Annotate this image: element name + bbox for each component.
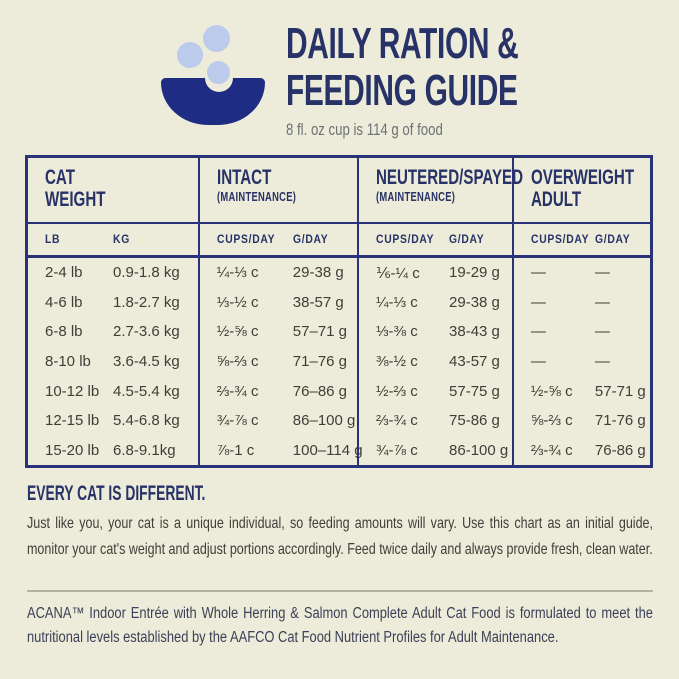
cell-neutered — [357, 258, 512, 288]
section-body-text: Just like you, your cat is a unique individual, so feeding amounts will vary. Use this chart as an initial guide, monitor your cat's weight and adjust portions accordingly. Feed twice daily and always provide fresh, clean water. — [27, 515, 653, 558]
cell-overweight — [512, 376, 650, 406]
column-title: ADULT — [530, 188, 581, 211]
cell-value: 71–76 g — [292, 353, 348, 371]
cell-value: ⅜-½ c — [376, 353, 418, 371]
cell-weight — [28, 288, 198, 318]
column-title: INTACT — [216, 166, 272, 189]
subheader-g-day: G/DAY — [292, 233, 329, 246]
cell-overweight — [512, 317, 650, 347]
kibble-circle-icon — [177, 42, 203, 68]
cell-value: 43-57 g — [449, 353, 500, 371]
cell-value: 0.9-1.8 kg — [113, 264, 180, 282]
table-row — [28, 288, 650, 318]
header-overweight-adult — [512, 158, 650, 222]
subheader-cups-day: CUPS/DAY — [216, 233, 276, 246]
cell-value: 3.6-4.5 kg — [113, 353, 180, 371]
cell-value: ⅙-¼ c — [376, 264, 420, 282]
kibble-circle-icon — [203, 25, 230, 52]
subheader-cat-weight — [28, 224, 198, 255]
cell-value: 38-43 g — [449, 323, 500, 341]
cell-value: 2.7-3.6 kg — [113, 323, 180, 341]
subheader-g-day: G/DAY — [449, 233, 485, 246]
cell-intact — [198, 376, 357, 406]
subheader-neutered — [357, 224, 512, 255]
cell-value: 15-20 lb — [45, 441, 100, 459]
section-heading: EVERY CAT IS DIFFERENT. — [27, 482, 206, 505]
subheader-g-day: G/DAY — [594, 233, 631, 246]
cell-neutered — [357, 435, 512, 465]
cell-overweight — [512, 258, 650, 288]
cell-value: ⅝-⅔ c — [216, 353, 259, 371]
cell-value: — — [594, 353, 610, 371]
cell-value: ½-⅝ c — [530, 382, 573, 400]
subheader-cups-day: CUPS/DAY — [376, 233, 435, 246]
table-row — [28, 376, 650, 406]
cell-weight — [28, 376, 198, 406]
cell-value: 19-29 g — [449, 264, 500, 282]
title-line-2: FEEDING GUIDE — [286, 66, 518, 115]
subheader-lb: LB — [45, 233, 61, 246]
cell-value: — — [530, 323, 546, 341]
cell-value: ¾-⅞ c — [216, 412, 259, 430]
cell-value: ⅞-1 c — [216, 441, 255, 459]
cell-overweight — [512, 406, 650, 436]
column-title: NEUTERED/SPAYED — [376, 166, 524, 189]
cell-value: 10-12 lb — [45, 382, 100, 400]
cell-value: 86-100 g — [449, 441, 509, 459]
cell-value: 1.8-2.7 kg — [113, 293, 180, 311]
cell-value: 29-38 g — [292, 264, 344, 282]
table-row — [28, 347, 650, 377]
cell-weight — [28, 406, 198, 436]
cell-value: ⅓-½ c — [216, 293, 259, 311]
title-line-1: DAILY RATION & — [286, 19, 519, 68]
cell-weight — [28, 435, 198, 465]
cell-value: — — [530, 353, 546, 371]
cell-value: 100–114 g — [292, 441, 363, 459]
cell-intact — [198, 347, 357, 377]
cell-value: 4.5-5.4 kg — [113, 382, 180, 400]
cell-value: ¾-⅞ c — [376, 441, 418, 459]
table-row — [28, 317, 650, 347]
column-title: OVERWEIGHT — [530, 166, 634, 189]
cell-value: — — [594, 264, 610, 282]
cell-weight — [28, 317, 198, 347]
cell-weight — [28, 258, 198, 288]
table-row — [28, 435, 650, 465]
cell-neutered — [357, 347, 512, 377]
table-row — [28, 406, 650, 436]
cell-value: 57–71 g — [292, 323, 348, 341]
bowl-kibble-icon — [161, 25, 273, 127]
cell-overweight — [512, 347, 650, 377]
cell-intact — [198, 435, 363, 465]
column-note: (MAINTENANCE) — [216, 189, 296, 204]
cell-value: ¼-⅓ c — [376, 293, 418, 311]
cell-value: 6-8 lb — [45, 323, 83, 341]
table-row — [28, 258, 650, 288]
cell-value: 29-38 g — [449, 293, 500, 311]
cell-intact — [198, 258, 357, 288]
aafco-statement: ACANA™ Indoor Entrée with Whole Herring & Salmon Complete Adult Cat Food is formulated to meet the nutritional levels established by the AAFCO Cat Food Nutrient Profiles for Adult Maintenance. — [27, 605, 653, 646]
cell-value: 86–100 g — [292, 412, 356, 430]
subheader-kg: KG — [113, 233, 130, 246]
cell-value: ⅔-¾ c — [376, 412, 418, 430]
cell-value: — — [594, 293, 610, 311]
cell-neutered — [357, 288, 512, 318]
header — [286, 20, 628, 140]
cell-value: 8-10 lb — [45, 353, 91, 371]
cell-value: 76-86 g — [594, 441, 646, 459]
kibble-circle-icon — [207, 61, 230, 84]
table-header-row — [28, 158, 650, 224]
cell-value: — — [530, 264, 546, 282]
cell-value: ⅓-⅜ c — [376, 323, 418, 341]
header-cat-weight — [28, 158, 198, 222]
cell-value: — — [594, 323, 610, 341]
cell-value: 4-6 lb — [45, 293, 83, 311]
cell-value: 57-75 g — [449, 382, 500, 400]
cell-value: ⅝-⅔ c — [530, 412, 573, 430]
subheader-cups-day: CUPS/DAY — [530, 233, 590, 246]
cell-neutered — [357, 317, 512, 347]
cell-value: 6.8-9.1kg — [113, 441, 176, 459]
cell-value: 76–86 g — [292, 382, 348, 400]
header-intact — [198, 158, 357, 222]
cell-intact — [198, 288, 357, 318]
cell-neutered — [357, 376, 512, 406]
cell-value: — — [530, 293, 546, 311]
cell-intact — [198, 317, 357, 347]
column-title: WEIGHT — [45, 188, 106, 211]
cell-value: 12-15 lb — [45, 412, 100, 430]
subheader-intact — [198, 224, 357, 255]
cell-neutered — [357, 406, 512, 436]
cup-conversion-note: 8 fl. oz cup is 114 g of food — [286, 121, 443, 139]
cell-value: 2-4 lb — [45, 264, 83, 282]
table-subheader-row — [28, 224, 650, 258]
cell-overweight — [512, 435, 650, 465]
page-title — [286, 20, 518, 114]
cell-overweight — [512, 288, 650, 318]
cell-value: ¼-⅓ c — [216, 264, 259, 282]
cell-value: 57-71 g — [594, 382, 646, 400]
column-note: (MAINTENANCE) — [376, 189, 456, 204]
cell-intact — [198, 406, 357, 436]
feeding-table — [25, 155, 653, 468]
cell-value: ⅔-¾ c — [530, 441, 573, 459]
cell-value: 75-86 g — [449, 412, 500, 430]
cell-value: 38-57 g — [292, 293, 344, 311]
cell-weight — [28, 347, 198, 377]
header-neutered-spayed — [357, 158, 524, 222]
cell-value: ½-⅝ c — [216, 323, 259, 341]
column-title: CAT — [45, 166, 75, 189]
subheader-overweight — [512, 224, 650, 255]
divider-line — [27, 590, 653, 592]
cell-value: 71-76 g — [594, 412, 646, 430]
cell-value: 5.4-6.8 kg — [113, 412, 180, 430]
cell-value: ⅔-¾ c — [216, 382, 259, 400]
cell-value: ½-⅔ c — [376, 382, 418, 400]
